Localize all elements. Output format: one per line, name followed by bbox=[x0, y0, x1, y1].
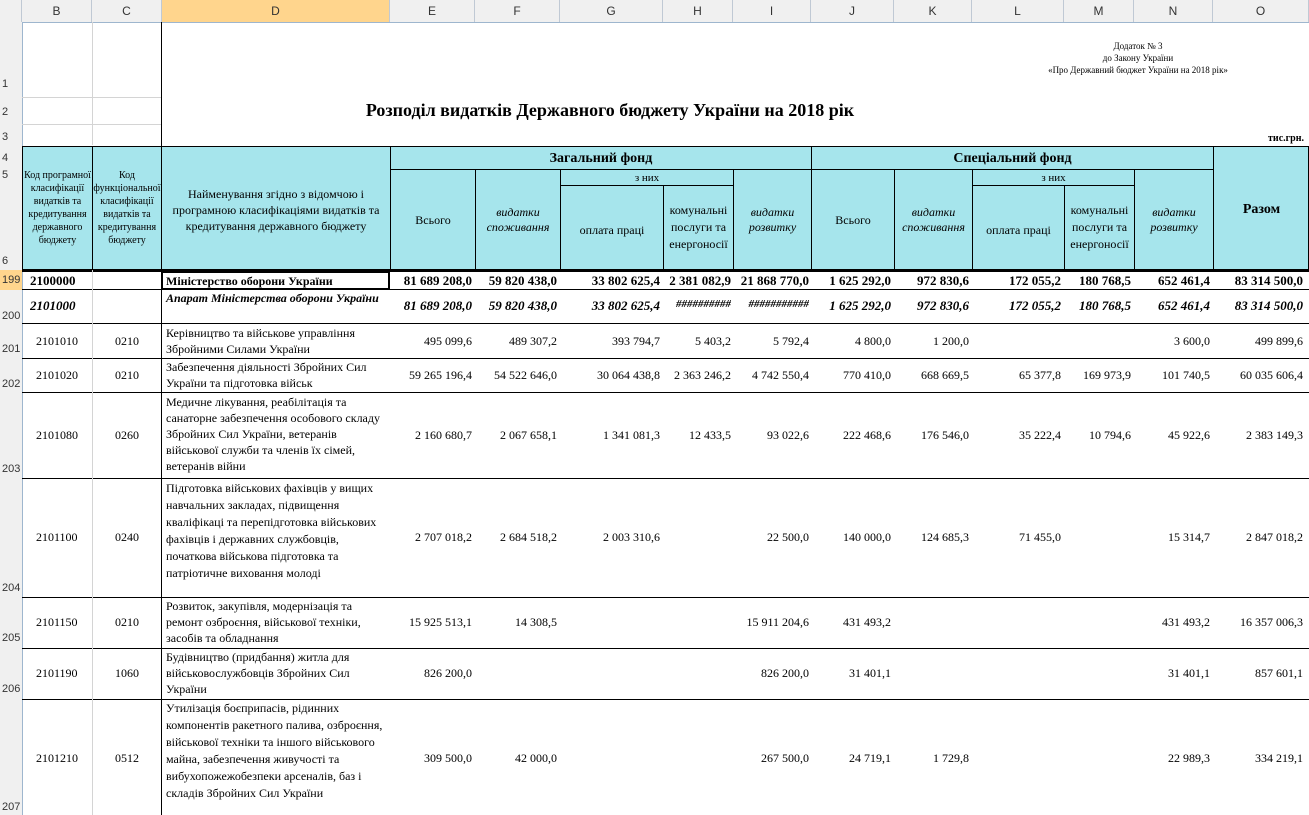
appendix-line-2: до Закону України bbox=[1102, 53, 1174, 63]
cell-i205[interactable]: 15 911 204,6 bbox=[746, 615, 809, 629]
header-of-which-general: з них bbox=[634, 171, 660, 184]
cell-f203[interactable]: 2 067 658,1 bbox=[500, 428, 557, 442]
cell-l203[interactable]: 35 222,4 bbox=[1019, 428, 1061, 442]
cell-j205[interactable]: 431 493,2 bbox=[843, 615, 891, 629]
header-special-total: Всього bbox=[835, 212, 871, 227]
header-of-which-special: з них bbox=[1041, 171, 1066, 184]
cell-d200[interactable]: Апарат Міністерства оборони України bbox=[166, 291, 379, 305]
cell-i201[interactable]: 5 792,4 bbox=[773, 334, 809, 348]
cell-i202[interactable]: 4 742 550,4 bbox=[752, 368, 809, 382]
header-special-utilities: комунальні послуги та енергоносії bbox=[1070, 202, 1129, 251]
cell-c202[interactable]: 0210 bbox=[115, 368, 139, 382]
column-header-j[interactable]: J bbox=[811, 0, 894, 22]
appendix-line-3: «Про Державний бюджет України на 2018 рік» bbox=[1048, 65, 1228, 75]
column-header-f[interactable]: F bbox=[475, 0, 560, 22]
cell-g204[interactable]: 2 003 310,6 bbox=[603, 530, 660, 544]
cell-d202[interactable]: Забезпечення діяльності Збройних Сил України та підготовка військ bbox=[166, 360, 367, 390]
header-border bbox=[972, 185, 1134, 186]
cell-i207[interactable]: 267 500,0 bbox=[761, 751, 809, 765]
row-header-206[interactable]: 206 bbox=[2, 683, 21, 695]
row-header-3[interactable]: 3 bbox=[2, 131, 9, 143]
header-special-fund: Спеціальний фонд bbox=[953, 151, 1072, 166]
column-border bbox=[161, 22, 162, 146]
row-header-2[interactable]: 2 bbox=[2, 106, 9, 118]
column-header-g[interactable]: G bbox=[560, 0, 663, 22]
cell-e202[interactable]: 59 265 196,4 bbox=[409, 368, 472, 382]
cell-i206[interactable]: 826 200,0 bbox=[761, 666, 809, 680]
header-special-consumption: видатки споживання bbox=[902, 205, 965, 234]
cell-c207[interactable]: 0512 bbox=[115, 751, 139, 765]
cell-k204[interactable]: 124 685,3 bbox=[921, 530, 969, 544]
cell-f205[interactable]: 14 308,5 bbox=[515, 615, 557, 629]
row-header-1[interactable]: 1 bbox=[2, 78, 9, 90]
header-code-functional: Код функціональної класифікації видатків та кредитування бюджету bbox=[93, 170, 161, 246]
cell-n203[interactable]: 45 922,6 bbox=[1168, 428, 1210, 442]
cell-k199[interactable]: 972 830,6 bbox=[917, 273, 969, 288]
row-header-199[interactable]: 199 bbox=[0, 270, 22, 290]
cell-e205[interactable]: 15 925 513,1 bbox=[409, 615, 472, 629]
cell-j206[interactable]: 31 401,1 bbox=[849, 666, 891, 680]
column-border bbox=[161, 270, 162, 815]
cell-d199[interactable]: Міністерство оборони України bbox=[166, 274, 333, 288]
cell-k200[interactable]: 972 830,6 bbox=[917, 298, 969, 313]
cell-e207[interactable]: 309 500,0 bbox=[424, 751, 472, 765]
header-general-total: Всього bbox=[415, 212, 451, 227]
cell-o206[interactable]: 857 601,1 bbox=[1255, 666, 1303, 680]
cell-o204[interactable]: 2 847 018,2 bbox=[1246, 530, 1303, 544]
column-header-e[interactable]: E bbox=[390, 0, 475, 22]
column-header-n[interactable]: N bbox=[1134, 0, 1213, 22]
cell-g203[interactable]: 1 341 081,3 bbox=[603, 428, 660, 442]
row-header-207[interactable]: 207 bbox=[2, 801, 21, 813]
cell-b201[interactable]: 2101010 bbox=[36, 334, 78, 348]
cell-k202[interactable]: 668 669,5 bbox=[921, 368, 969, 382]
row-border bbox=[22, 478, 1309, 479]
cell-h201[interactable]: 5 403,2 bbox=[695, 334, 731, 348]
cell-g200[interactable]: 33 802 625,4 bbox=[591, 298, 660, 313]
header-code-program: Код програмної класифікації видатків та кредитування державного бюджету bbox=[24, 170, 91, 246]
cell-o205[interactable]: 16 357 006,3 bbox=[1240, 615, 1303, 629]
cell-l200[interactable]: 172 055,2 bbox=[1009, 298, 1061, 313]
cell-i203[interactable]: 93 022,6 bbox=[767, 428, 809, 442]
cell-d207[interactable]: Утилізація боєприпасів, рідинних компонентів ракетного палива, озброєння, військової техніки та іншого військового майна, забезпечення живучості та вибухопожежобезпеки арсеналів, баз і складів Збройних Сил України bbox=[166, 701, 383, 800]
row-header-203[interactable]: 203 bbox=[2, 463, 21, 475]
cell-j202[interactable]: 770 410,0 bbox=[843, 368, 891, 382]
cell-c204[interactable]: 0240 bbox=[115, 530, 139, 544]
cell-j204[interactable]: 140 000,0 bbox=[843, 530, 891, 544]
header-name: Найменування згідно з відомчою і програмною класифікаціями видатків та кредитування державного бюджету bbox=[172, 187, 380, 233]
gridline bbox=[22, 124, 162, 125]
column-header-h[interactable]: H bbox=[663, 0, 733, 22]
cell-c205[interactable]: 0210 bbox=[115, 615, 139, 629]
column-header-l[interactable]: L bbox=[972, 0, 1064, 22]
cell-o207[interactable]: 334 219,1 bbox=[1255, 751, 1303, 765]
cell-f199[interactable]: 59 820 438,0 bbox=[488, 273, 557, 288]
column-header-c[interactable]: C bbox=[92, 0, 162, 22]
cell-b204[interactable]: 2101100 bbox=[36, 530, 78, 544]
units-label: тис.грн. bbox=[1268, 133, 1304, 144]
select-all-corner[interactable] bbox=[0, 0, 22, 22]
cell-e199[interactable]: 81 689 208,0 bbox=[403, 273, 472, 288]
row-header-201[interactable]: 201 bbox=[2, 343, 21, 355]
cell-m200[interactable]: 180 768,5 bbox=[1079, 298, 1131, 313]
header-general-wages: оплата праці bbox=[579, 222, 645, 237]
row-header-200[interactable]: 200 bbox=[2, 310, 21, 322]
cell-b202[interactable]: 2101020 bbox=[36, 368, 78, 382]
cell-g201[interactable]: 393 794,7 bbox=[612, 334, 660, 348]
header-grand-total: Разом bbox=[1242, 202, 1281, 217]
column-header-m[interactable]: M bbox=[1064, 0, 1134, 22]
cell-e200[interactable]: 81 689 208,0 bbox=[403, 298, 472, 313]
cell-d204[interactable]: Підготовка військових фахівців у вищих навчальних закладах, підвищення кваліфікаці та перепідготовка військових фахівців і державних службовців, початкова військова підготовка та патріотичне виховання молоді bbox=[166, 481, 377, 580]
cell-n205[interactable]: 431 493,2 bbox=[1162, 615, 1210, 629]
appendix-line-1: Додаток № 3 bbox=[1113, 41, 1163, 51]
cell-f207[interactable]: 42 000,0 bbox=[515, 751, 557, 765]
cell-o199[interactable]: 83 314 500,0 bbox=[1234, 273, 1303, 288]
header-general-utilities: комунальні послуги та енергоносії bbox=[669, 202, 728, 251]
cell-e206[interactable]: 826 200,0 bbox=[424, 666, 472, 680]
cell-g199[interactable]: 33 802 625,4 bbox=[591, 273, 660, 288]
row-header-5[interactable]: 5 bbox=[2, 169, 9, 181]
header-special-wages: оплата праці bbox=[986, 222, 1051, 237]
cell-n206[interactable]: 31 401,1 bbox=[1168, 666, 1210, 680]
cell-n199[interactable]: 652 461,4 bbox=[1158, 273, 1210, 288]
cell-e204[interactable]: 2 707 018,2 bbox=[415, 530, 472, 544]
cell-c201[interactable]: 0210 bbox=[115, 334, 139, 348]
cell-n201[interactable]: 3 600,0 bbox=[1174, 334, 1210, 348]
column-header-i[interactable]: I bbox=[733, 0, 811, 22]
cell-m203[interactable]: 10 794,6 bbox=[1089, 428, 1131, 442]
cell-h199[interactable]: 2 381 082,9 bbox=[669, 273, 731, 288]
row-header-4[interactable]: 4 bbox=[2, 152, 9, 164]
cell-n207[interactable]: 22 989,3 bbox=[1168, 751, 1210, 765]
cell-f200[interactable]: 59 820 438,0 bbox=[488, 298, 557, 313]
cell-o201[interactable]: 499 899,6 bbox=[1255, 334, 1303, 348]
cell-d201[interactable]: Керівництво та військове управління Збройними Силами України bbox=[166, 326, 355, 356]
cell-i204[interactable]: 22 500,0 bbox=[767, 530, 809, 544]
cell-n204[interactable]: 15 314,7 bbox=[1168, 530, 1210, 544]
cell-b205[interactable]: 2101150 bbox=[36, 615, 78, 629]
header-border bbox=[560, 185, 733, 186]
cell-d203[interactable]: Медичне лікування, реабілітація та санаторне забезпечення особового складу Збройних Сил України, ветеранів військової служби та членів їх сімей, ветеранів війни bbox=[166, 395, 380, 473]
cell-l199[interactable]: 172 055,2 bbox=[1009, 273, 1061, 288]
cell-i200[interactable]: ########### bbox=[748, 298, 809, 310]
appendix-note bbox=[1000, 40, 1276, 76]
cell-j200[interactable]: 1 625 292,0 bbox=[829, 298, 891, 313]
cell-b200[interactable]: 2101000 bbox=[30, 298, 76, 313]
row-header-bar bbox=[0, 22, 23, 815]
cell-n200[interactable]: 652 461,4 bbox=[1158, 298, 1210, 313]
cell-k201[interactable]: 1 200,0 bbox=[933, 334, 969, 348]
cell-j207[interactable]: 24 719,1 bbox=[849, 751, 891, 765]
cell-f201[interactable]: 489 307,2 bbox=[509, 334, 557, 348]
row-header-204[interactable]: 204 bbox=[2, 582, 21, 594]
cell-d206[interactable]: Будівництво (придбання) житла для військовослужбовців Збройних Сил України bbox=[166, 650, 350, 696]
header-border bbox=[161, 146, 162, 270]
cell-m199[interactable]: 180 768,5 bbox=[1079, 273, 1131, 288]
cell-c203[interactable]: 0260 bbox=[115, 428, 139, 442]
header-general-fund: Загальний фонд bbox=[549, 151, 653, 166]
cell-o200[interactable]: 83 314 500,0 bbox=[1234, 298, 1303, 313]
cell-m202[interactable]: 169 973,9 bbox=[1083, 368, 1131, 382]
row-border bbox=[22, 392, 1309, 393]
gridline bbox=[92, 270, 93, 815]
cell-b206[interactable]: 2101190 bbox=[36, 666, 78, 680]
header-special-development: видатки розвитку bbox=[1150, 205, 1198, 234]
cell-o202[interactable]: 60 035 606,4 bbox=[1240, 368, 1303, 382]
cell-h203[interactable]: 12 433,5 bbox=[689, 428, 731, 442]
cell-b207[interactable]: 2101210 bbox=[36, 751, 78, 765]
row-border bbox=[22, 323, 1309, 324]
cell-j203[interactable]: 222 468,6 bbox=[843, 428, 891, 442]
cell-i199[interactable]: 21 868 770,0 bbox=[740, 273, 809, 288]
cell-c206[interactable]: 1060 bbox=[115, 666, 139, 680]
cell-j199[interactable]: 1 625 292,0 bbox=[829, 273, 891, 288]
cell-l202[interactable]: 65 377,8 bbox=[1019, 368, 1061, 382]
row-header-6[interactable]: 6 bbox=[2, 255, 9, 267]
cell-b203[interactable]: 2101080 bbox=[36, 428, 78, 442]
cell-j201[interactable]: 4 800,0 bbox=[855, 334, 891, 348]
column-header-d[interactable]: D bbox=[162, 0, 390, 22]
page-title: Розподіл видатків Державного бюджету України на 2018 рік bbox=[365, 100, 855, 120]
row-header-202[interactable]: 202 bbox=[2, 378, 21, 390]
cell-e203[interactable]: 2 160 680,7 bbox=[415, 428, 472, 442]
header-general-consumption: видатки споживання bbox=[486, 205, 550, 234]
header-general-development: видатки розвитку bbox=[748, 205, 797, 234]
cell-f202[interactable]: 54 522 646,0 bbox=[494, 368, 557, 382]
cell-g202[interactable]: 30 064 438,8 bbox=[597, 368, 660, 382]
cell-k203[interactable]: 176 546,0 bbox=[921, 428, 969, 442]
cell-e201[interactable]: 495 099,6 bbox=[424, 334, 472, 348]
cell-h200[interactable]: ########## bbox=[676, 298, 731, 310]
column-header-o[interactable]: O bbox=[1213, 0, 1309, 22]
cell-l204[interactable]: 71 455,0 bbox=[1019, 530, 1061, 544]
cell-d205[interactable]: Розвиток, закупівля, модернізація та ремонт озброєння, військової техніки, засобів та обладнання bbox=[166, 599, 361, 645]
gridline bbox=[22, 97, 162, 98]
cell-k207[interactable]: 1 729,8 bbox=[933, 751, 969, 765]
column-header-b[interactable]: B bbox=[22, 0, 92, 22]
cell-o203[interactable]: 2 383 149,3 bbox=[1246, 428, 1303, 442]
row-header-205[interactable]: 205 bbox=[2, 632, 21, 644]
column-header-bar bbox=[0, 0, 1309, 23]
cell-f204[interactable]: 2 684 518,2 bbox=[500, 530, 557, 544]
gridline bbox=[92, 22, 93, 145]
cell-h202[interactable]: 2 363 246,2 bbox=[674, 368, 731, 382]
column-header-k[interactable]: K bbox=[894, 0, 972, 22]
cell-b199[interactable]: 2100000 bbox=[30, 273, 76, 288]
cell-n202[interactable]: 101 740,5 bbox=[1162, 368, 1210, 382]
